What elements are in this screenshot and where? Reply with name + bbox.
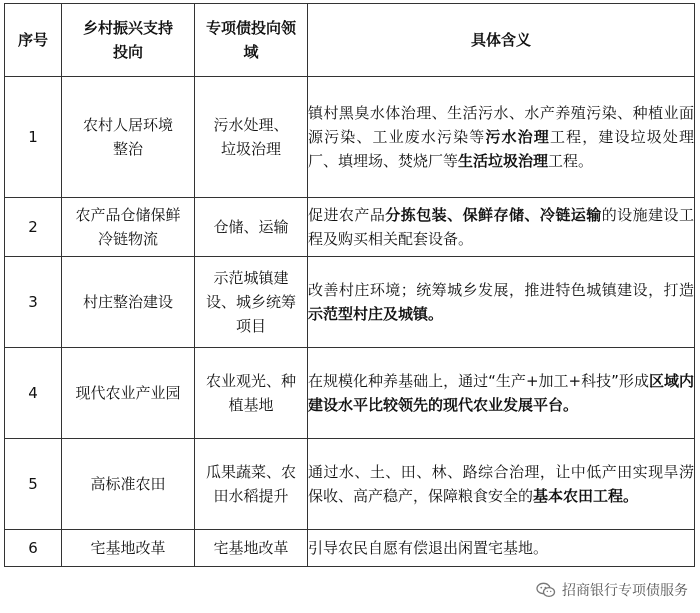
rural-revitalization-bond-table <box>4 3 695 567</box>
table-row <box>5 257 695 348</box>
emphasis-text: 生活垃圾治理 <box>458 152 549 170</box>
description-text: 在规模化种养基础上，通过“生产+加工+科技”形成 <box>308 372 649 390</box>
row-index: 2 <box>5 198 62 257</box>
row-direction: 现代农业产业园 <box>62 348 195 439</box>
row-description <box>308 439 695 530</box>
row-field: 示范城镇建设、城乡统筹项目 <box>195 257 308 348</box>
description-text: 通过水、土、田、林、路综合治理，让中低产田实现旱涝保收、高产稳产，保障粮食安全的 <box>308 463 694 505</box>
table-row <box>5 439 695 530</box>
source-watermark <box>534 579 690 601</box>
header-direction: 乡村振兴支持投向 <box>62 4 195 77</box>
table-row <box>5 77 695 198</box>
row-index: 5 <box>5 439 62 530</box>
table-row <box>5 198 695 257</box>
emphasis-text: 示范型村庄及城镇。 <box>308 305 444 323</box>
table-header-row <box>5 4 695 77</box>
row-direction: 村庄整治建设 <box>62 257 195 348</box>
row-direction: 高标准农田 <box>62 439 195 530</box>
row-direction: 农村人居环境整治 <box>62 77 195 198</box>
header-index: 序号 <box>5 4 62 77</box>
row-field: 宅基地改革 <box>195 530 308 567</box>
description-text: 促进农产品 <box>308 206 386 224</box>
description-text: 工程，建设垃圾处理厂、填埋场、焚烧厂等 <box>308 128 694 170</box>
row-description <box>308 530 695 567</box>
description-text: 工程。 <box>548 152 594 170</box>
row-index: 3 <box>5 257 62 348</box>
header-field: 专项债投向领域 <box>195 4 308 77</box>
emphasis-text: 污水治理 <box>485 128 550 146</box>
row-index: 4 <box>5 348 62 439</box>
row-index: 1 <box>5 77 62 198</box>
header-description: 具体含义 <box>308 4 695 77</box>
row-field: 瓜果蔬菜、农田水稻提升 <box>195 439 308 530</box>
row-description <box>308 257 695 348</box>
table-row <box>5 530 695 567</box>
table-row <box>5 348 695 439</box>
description-text: 的设施建设工程及购买相关配套设备。 <box>308 206 694 248</box>
description-text: 改善村庄环境；统筹城乡发展，推进特色城镇建设，打造 <box>308 281 694 299</box>
watermark-text: 招商银行专项债服务 <box>562 583 688 599</box>
row-description <box>308 198 695 257</box>
emphasis-text: 区域内建设水平比较领先的现代农业发展平台。 <box>308 372 694 414</box>
row-direction: 农产品仓储保鲜冷链物流 <box>62 198 195 257</box>
row-field: 仓储、运输 <box>195 198 308 257</box>
emphasis-text: 分拣包装、保鲜存储、冷链运输 <box>385 206 602 224</box>
description-text: 镇村黑臭水体治理、生活污水、水产养殖污染、种植业面源污染、工业废水污染等 <box>308 104 694 146</box>
row-direction: 宅基地改革 <box>62 530 195 567</box>
row-description <box>308 348 695 439</box>
emphasis-text: 基本农田工程。 <box>533 487 639 505</box>
row-description <box>308 77 695 198</box>
row-index: 6 <box>5 530 62 567</box>
description-text: 引导农民自愿有偿退出闲置宅基地。 <box>308 539 549 557</box>
row-field: 污水处理、垃圾治理 <box>195 77 308 198</box>
wechat-icon <box>536 582 556 598</box>
row-field: 农业观光、种植基地 <box>195 348 308 439</box>
